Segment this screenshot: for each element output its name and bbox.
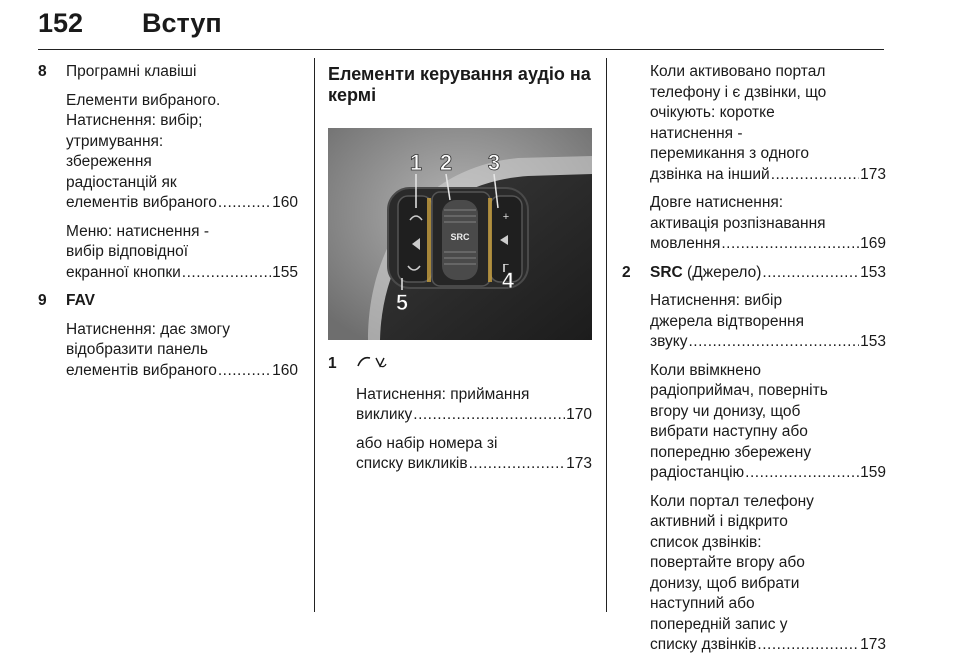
callout-2: 2 — [439, 150, 453, 175]
text-line: Коли портал телефону — [650, 492, 814, 510]
item-9 — [38, 291, 298, 312]
column-3 — [622, 62, 886, 664]
section-title-line: кермі — [328, 85, 377, 105]
paragraph-source-select — [622, 291, 886, 353]
text-line: телефону і є дзвінки, що — [650, 83, 827, 101]
leader-dots — [182, 263, 271, 284]
text-line: повертайте вгору або — [650, 554, 805, 571]
text-line: Меню: натиснення - — [66, 222, 210, 240]
leader-dots — [469, 454, 566, 475]
item-number: 1 — [328, 355, 337, 372]
callout-4: 4 — [501, 268, 515, 293]
text-line: збереження — [66, 153, 152, 170]
steering-wheel-illustration — [328, 128, 592, 340]
text-line: джерела відтворення — [650, 312, 804, 330]
section-title — [328, 64, 592, 106]
page-reference[interactable] — [356, 454, 592, 475]
text-line: наступний або — [650, 595, 755, 612]
text-line: вгору чи донизу, щоб — [650, 402, 801, 420]
page-reference[interactable] — [66, 193, 298, 214]
text-line: відобразити панель — [66, 341, 208, 358]
reference-page: 173 — [566, 455, 592, 472]
paragraph-radio — [622, 361, 886, 484]
text-line: Коли ввімкнено — [650, 361, 762, 379]
reference-text: (Джерело) — [687, 263, 762, 281]
reference-page: 169 — [860, 235, 886, 252]
text-line: активація розпізнавання — [650, 214, 826, 232]
steering-wheel-photo — [328, 128, 592, 340]
reference-page: 160 — [272, 361, 298, 379]
page-header — [38, 6, 884, 50]
text-line: перемикання з одного — [650, 145, 809, 162]
section-title-line: Елементи керування аудіо на — [328, 64, 591, 84]
reference-page: 155 — [272, 263, 298, 281]
item-number: 8 — [38, 63, 47, 80]
text-line: або набір номера зі — [356, 434, 498, 452]
volume-up-label: + — [502, 211, 510, 223]
text-line: натиснення - — [650, 124, 743, 142]
page-reference[interactable] — [66, 361, 298, 382]
text-line: вибір відповідної — [66, 243, 189, 260]
item-8 — [38, 62, 298, 83]
text-line: Довге натиснення: — [650, 194, 784, 211]
text-line: активний і відкрито — [650, 513, 788, 530]
reference-text: екранної кнопки — [66, 263, 181, 281]
item-title: FAV — [66, 292, 95, 309]
text-line: список дзвінків: — [650, 533, 762, 551]
text-line: Натиснення: вибір; — [66, 112, 203, 129]
phone-call-icons — [356, 357, 390, 374]
leader-dots — [771, 165, 859, 186]
page-reference[interactable] — [356, 405, 592, 426]
volume-down-label: − — [502, 259, 510, 271]
reference-page: 173 — [860, 165, 886, 183]
reference-text: елементів вибраного — [66, 361, 217, 379]
text-line: попередню збережену — [650, 443, 812, 461]
text-line: Натиснення: вибір — [650, 292, 783, 309]
reference-page: 173 — [860, 636, 886, 653]
item-1-paragraph-1 — [328, 385, 592, 426]
leader-dots — [745, 463, 859, 484]
reference-text: дзвінка на інший — [650, 165, 770, 183]
leader-dots — [413, 405, 565, 426]
text-line: утримування: — [66, 132, 164, 150]
page-reference[interactable] — [650, 332, 886, 353]
phone-icon — [356, 354, 390, 370]
reference-text: виклику — [356, 406, 413, 423]
text-line: радіоприймач, поверніть — [650, 382, 828, 399]
page-reference[interactable] — [650, 165, 886, 186]
paragraph-long-press — [622, 193, 886, 255]
leader-dots — [218, 361, 271, 382]
reference-page: 153 — [860, 333, 886, 350]
callout-3: 3 — [487, 150, 501, 175]
reference-text: списку дзвінків — [650, 636, 757, 653]
reference-text: елементів вибраного — [66, 194, 217, 211]
text-line: донизу, щоб вибрати — [650, 574, 800, 592]
leader-dots — [757, 635, 859, 656]
callout-1: 1 — [409, 150, 423, 175]
src-button-label: SRC — [450, 232, 470, 242]
column-2 — [328, 62, 592, 483]
paragraph-phone-portal — [622, 62, 886, 185]
item-1 — [328, 354, 592, 377]
text-line: Елементи вибраного. — [66, 91, 221, 109]
item-title: SRC — [650, 263, 683, 281]
item-title: Програмні клавіші — [66, 63, 197, 80]
column-divider — [314, 58, 315, 612]
reference-text: радіостанцію — [650, 464, 745, 481]
leader-dots — [721, 234, 859, 255]
column-1 — [38, 62, 298, 389]
header-rule — [38, 49, 884, 50]
leader-dots — [762, 263, 859, 284]
reference-text: списку викликів — [356, 455, 468, 472]
text-line: радіостанцій як — [66, 173, 177, 191]
page-reference[interactable] — [66, 263, 298, 284]
leader-dots — [688, 332, 859, 353]
reference-page: 170 — [566, 406, 592, 423]
reference-page: 160 — [272, 194, 298, 211]
item-8-paragraph-2 — [38, 222, 298, 284]
text-line: вибрати наступну або — [650, 423, 808, 440]
column-divider — [606, 58, 607, 612]
page-reference[interactable] — [650, 635, 886, 656]
reference-page: 153 — [860, 263, 886, 281]
text-line: Натиснення: дає змогу — [66, 320, 230, 338]
leader-dots — [218, 193, 271, 214]
text-line: Коли активовано портал — [650, 63, 826, 80]
page-number: 152 — [38, 8, 84, 38]
item-1-paragraph-2 — [328, 434, 592, 475]
reference-text: звуку — [650, 333, 688, 350]
item-8-paragraph-1 — [38, 91, 298, 214]
page-reference[interactable] — [650, 234, 886, 255]
item-2 — [622, 263, 886, 284]
text-line: попередній запис у — [650, 615, 788, 633]
item-number: 9 — [38, 292, 47, 309]
text-line: очікують: коротке — [650, 104, 775, 121]
item-number: 2 — [622, 263, 631, 281]
reference-text: мовлення — [650, 235, 721, 252]
page-title: Вступ — [142, 8, 222, 38]
paragraph-call-list — [622, 492, 886, 656]
page-reference[interactable] — [650, 263, 886, 284]
page-reference[interactable] — [650, 463, 886, 484]
item-9-paragraph-1 — [38, 320, 298, 382]
callout-5: 5 — [395, 290, 409, 315]
text-line: Натиснення: приймання — [356, 385, 530, 403]
reference-page: 159 — [860, 464, 886, 481]
